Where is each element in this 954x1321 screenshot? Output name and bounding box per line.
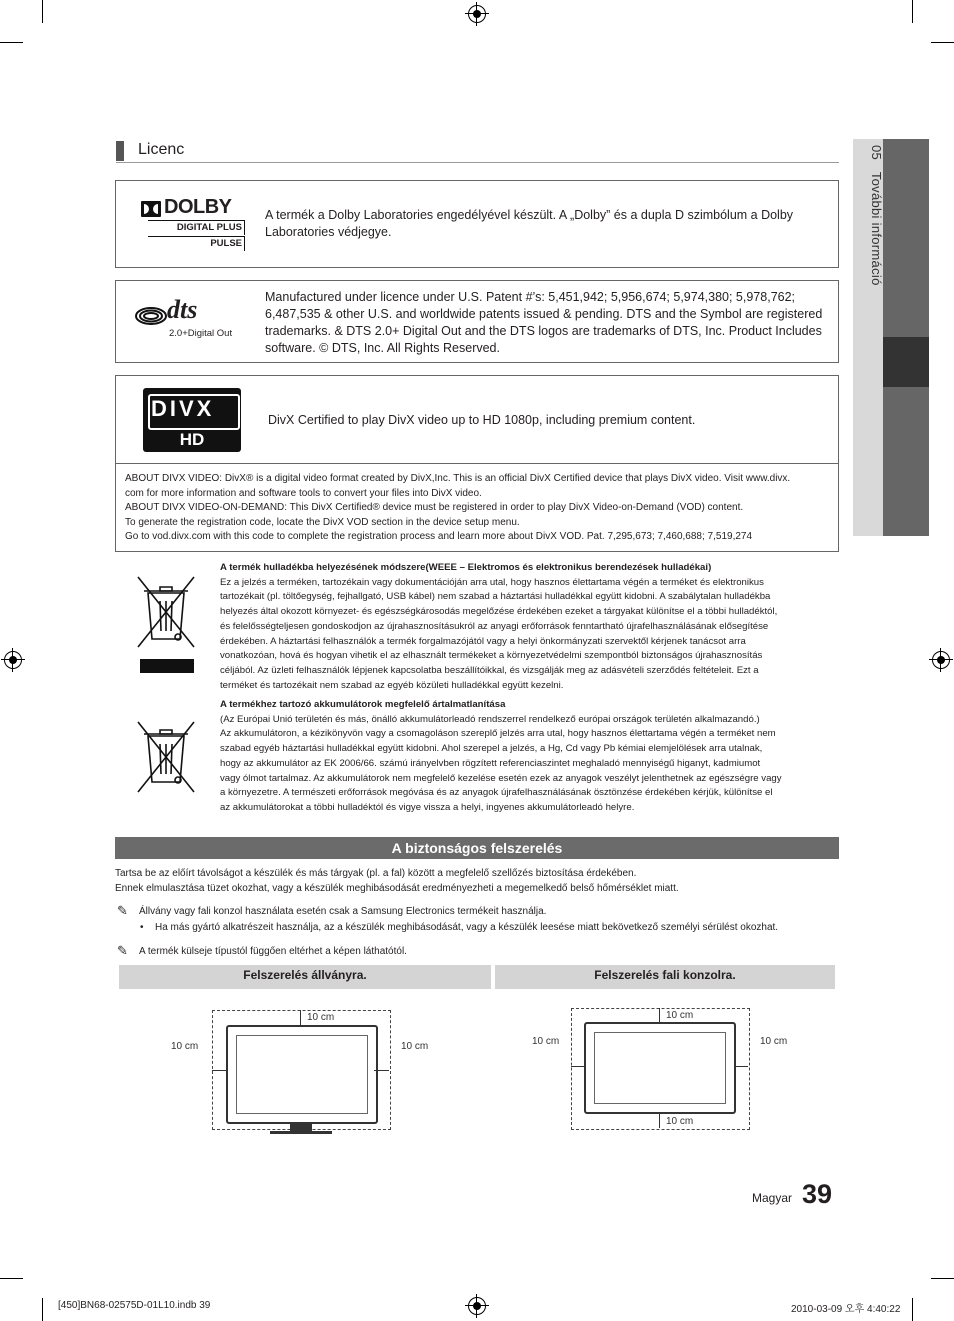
distance-label-right: 10 cm: [401, 1041, 429, 1052]
install-note: A termék külseje típustól függően eltérhet a képen láthatótól.: [139, 946, 407, 957]
distance-label-top: 10 cm: [666, 1010, 694, 1021]
divx-brand: DIVX: [151, 396, 215, 421]
weee-line: és felelősségteljesen gondoskodjon az újrahasznosításukról az anyagi erőforrások fenntartható újrafelhasználásának elősegítése: [220, 620, 769, 632]
dts-license-text: Manufactured under licence under U.S. Patent #’s: 5,451,942; 5,956,674; 5,974,380; 5,978,762; 6,487,535 & other U.S. and worldwide patents issued & pending. DTS and the Symbol are registered trademarks. & DTS 2.0+ Digital Out and the DTS logos are trademarks of DTS, Inc. Product Includes software. © DTS, Inc. All Rights Reserved.: [265, 290, 823, 355]
battery-line: a környezetre. A természeti erőforrások megóvása és az anyagok újrafelhasználásának ösztönzése érdekében kérjük, különítse el: [220, 787, 773, 799]
arrow-line: [374, 1070, 389, 1071]
distance-label-top: 10 cm: [307, 1012, 335, 1023]
dts-brand: dts: [167, 295, 198, 324]
section-divider: [116, 162, 839, 163]
weee-line: céljából. Az üzleti felhasználók lépjenek kapcsolatba beszállítóikkal, és vizsgálják meg az adásvételi szerződés feltételeit. Ezt a: [220, 664, 759, 676]
section-marker: [116, 141, 124, 161]
tv-stand: [290, 1122, 312, 1131]
crop-mark: [42, 1298, 43, 1321]
dolby-digital-plus: DIGITAL PLUS: [148, 220, 245, 235]
arrow-line: [571, 1066, 584, 1067]
divider: [116, 463, 838, 464]
tv-frame: [584, 1022, 736, 1114]
crossed-battery-bin-icon: [134, 720, 198, 794]
battery-line: az akkumulátorokat a többi hulladéktól és vigye vissza a helyi, ingyenes akkumulátorleadó helyre.: [220, 801, 635, 813]
battery-line: hogy az akkumulátor az EK 2006/66. számú irányelvben rögzített referenciaszintet meghaladó mennyiségű higanyt, kadmiumot: [220, 757, 761, 769]
print-file-info: [450]BN68-02575D-01L10.indb 39: [58, 1300, 211, 1311]
dolby-brand: DOLBY: [164, 196, 232, 218]
tv-frame: [226, 1025, 378, 1124]
section-title: Licenc: [138, 141, 185, 158]
weee-line: tartozékait (pl. töltőegység, fejhallgató, USB kábel) nem szabad a háztartási hulladékkal együtt kidobni. A szabálytalan hulladékba: [220, 591, 771, 603]
bullet-icon: •: [140, 922, 144, 933]
weee-line: terméket és tartozékait nem szabad az egyéb közületi hulladékkal együtt kezelni.: [220, 679, 564, 691]
page-number: 39: [802, 1179, 833, 1209]
dolby-pulse: PULSE: [148, 236, 245, 251]
install-note: Állvány vagy fali konzol használata esetén csak a Samsung Electronics termékeit használja.: [139, 906, 547, 917]
install-line: Tartsa be az előírt távolságot a készülék és más tárgyak (pl. a fal) között a megfelelő szellőzés biztosítása érdekében.: [115, 868, 637, 879]
crop-mark: [0, 1278, 23, 1279]
weee-black-bar: [140, 659, 194, 673]
divx-about-line: com for more information and software tools to convert your files into DivX video.: [125, 487, 482, 499]
arrow-line: [659, 1008, 660, 1022]
divx-about-line: ABOUT DIVX VIDEO-ON-DEMAND: This DivX Certified® device must be registered in order to play DivX Video-on-Demand (VOD) content.: [125, 502, 744, 514]
divx-license-text: DivX Certified to play DivX video up to HD 1080p, including premium content.: [268, 413, 696, 427]
arrow-line: [734, 1066, 748, 1067]
print-date-info: 2010-03-09 오후 4:40:22: [791, 1304, 901, 1315]
crop-mark: [912, 1298, 913, 1321]
note-pencil-icon: ✎: [117, 943, 128, 958]
registration-mark-icon: [468, 1297, 486, 1315]
divx-hd: HD: [179, 430, 205, 449]
distance-label-right: 10 cm: [760, 1036, 788, 1047]
battery-line: Az akkumulátoron, a kézikönyvön vagy a csomagoláson szereplő jelzés arra utal, hogy hasznos élettartama végén a terméket nem: [220, 728, 776, 740]
crop-mark: [912, 0, 913, 23]
divx-about: [125, 472, 830, 545]
chapter-number: 05: [869, 145, 884, 161]
install-banner: A biztonságos felszerelés: [115, 837, 839, 859]
crop-mark: [931, 1278, 954, 1279]
note-pencil-icon: ✎: [117, 903, 128, 918]
install-line: Ennek elmulasztása tüzet okozhat, vagy a készülék meghibásodását eredményezheti a megemelkedő belső hőmérséklet miatt.: [115, 883, 679, 894]
crop-mark: [42, 0, 43, 23]
weee-line: vonatkozóan, hová és hogyan vihetik el az elhasznált termékeket a környezetvédelmi szempontból biztonságos újrahasznosítás: [220, 650, 763, 662]
registration-mark-icon: [468, 5, 486, 23]
dolby-double-d-icon: [141, 201, 161, 217]
crop-mark: [931, 42, 954, 43]
dolby-license-box: [115, 180, 839, 268]
divx-license-box: [115, 375, 839, 552]
chapter-label: [856, 145, 884, 345]
battery-line: (Az Európai Unió területén és más, önálló akkumulátorleadó rendszerrel rendelkező európai országok területén alkalmazandó.): [220, 713, 760, 725]
battery-title: A termékhez tartozó akkumulátorok megfelelő ártalmatlanítása: [220, 699, 506, 710]
dolby-logo: [140, 198, 244, 252]
arrow-line: [212, 1070, 226, 1071]
weee-title: A termék hulladékba helyezésének módszere(WEEE – Elektromos és elektronikus berendezések hulladékai): [220, 562, 712, 573]
registration-mark-icon: [932, 651, 950, 669]
dolby-license-text: A termék a Dolby Laboratories engedélyével készült. A „Dolby” és a dupla D szimbólum a Dolby Laboratories védjegye.: [265, 208, 794, 239]
weee-line: helyezés által okozott környezet- és egészségkárosodás megelőzése érdekében ezeket a tárgyakat különítse el a többi hulladéktól,: [220, 606, 778, 618]
arrow-line: [659, 1112, 660, 1128]
battery-line: szabad egyéb háztartási hulladékkal együtt kidobni. Ahol szerepel a jelzés, a Hg, Cd vagy Pb kémiai elemjelölések arra utalnak,: [220, 743, 763, 755]
divx-about-line: To generate the registration code, locate the DivX VOD section in the device setup menu.: [125, 516, 520, 528]
crossed-bin-icon: [134, 573, 198, 651]
distance-label-bottom: 10 cm: [666, 1116, 694, 1127]
dts-symbol-icon: [134, 301, 168, 331]
distance-label-left: 10 cm: [171, 1041, 199, 1052]
crop-mark: [0, 42, 23, 43]
chapter-title: További információ: [869, 171, 884, 286]
weee-line: érdekében. A háztartási felhasználók a termék forgalmazójától vagy a helyi önkormányzati szervektől kérjenek tanácsot arra: [220, 635, 746, 647]
dts-license-box: [115, 280, 839, 363]
tv-stand-base: [270, 1131, 332, 1134]
dts-subtitle: 2.0+Digital Out: [169, 328, 233, 339]
install-intro: [115, 866, 839, 896]
arrow-line: [300, 1010, 301, 1025]
dts-logo: [134, 295, 242, 345]
divx-about-line: ABOUT DIVX VIDEO: DivX® is a digital video format created by DivX,Inc. This is an official DivX Certified device that plays DivX video. Visit www.divx.: [125, 473, 791, 484]
weee-text-block: [220, 561, 840, 693]
battery-line: vagy ólmot tartalmaz. Az akkumulátorok nem megfelelő kezelése esetén ezek az anyagok veszélyt jelenthetnek az egészségre vagy: [220, 772, 782, 784]
battery-text-block: [220, 698, 840, 816]
registration-mark-icon: [4, 651, 22, 669]
weee-line: Ez a jelzés a terméken, tartozékain vagy dokumentációján arra utal, hogy hasznos élettartama végén a terméket és elektronikus: [220, 576, 764, 588]
column-header-wall: Felszerelés fali konzolra.: [495, 965, 835, 989]
footer-language: Magyar: [752, 1191, 793, 1205]
divx-logo: [143, 388, 241, 452]
distance-label-left: 10 cm: [532, 1036, 560, 1047]
divx-about-line: Go to vod.divx.com with this code to complete the registration process and learn more about DivX VOD. Pat. 7,295,673; 7,460,688; 7,519,274: [125, 531, 753, 543]
column-header-stand: Felszerelés állványra.: [119, 965, 491, 989]
install-bullet: Ha más gyártó alkatrészeit használja, az a készülék meghibásodását, vagy a készülék leesése miatt bekövetkező személyi sérülést okozhat.: [155, 922, 779, 933]
